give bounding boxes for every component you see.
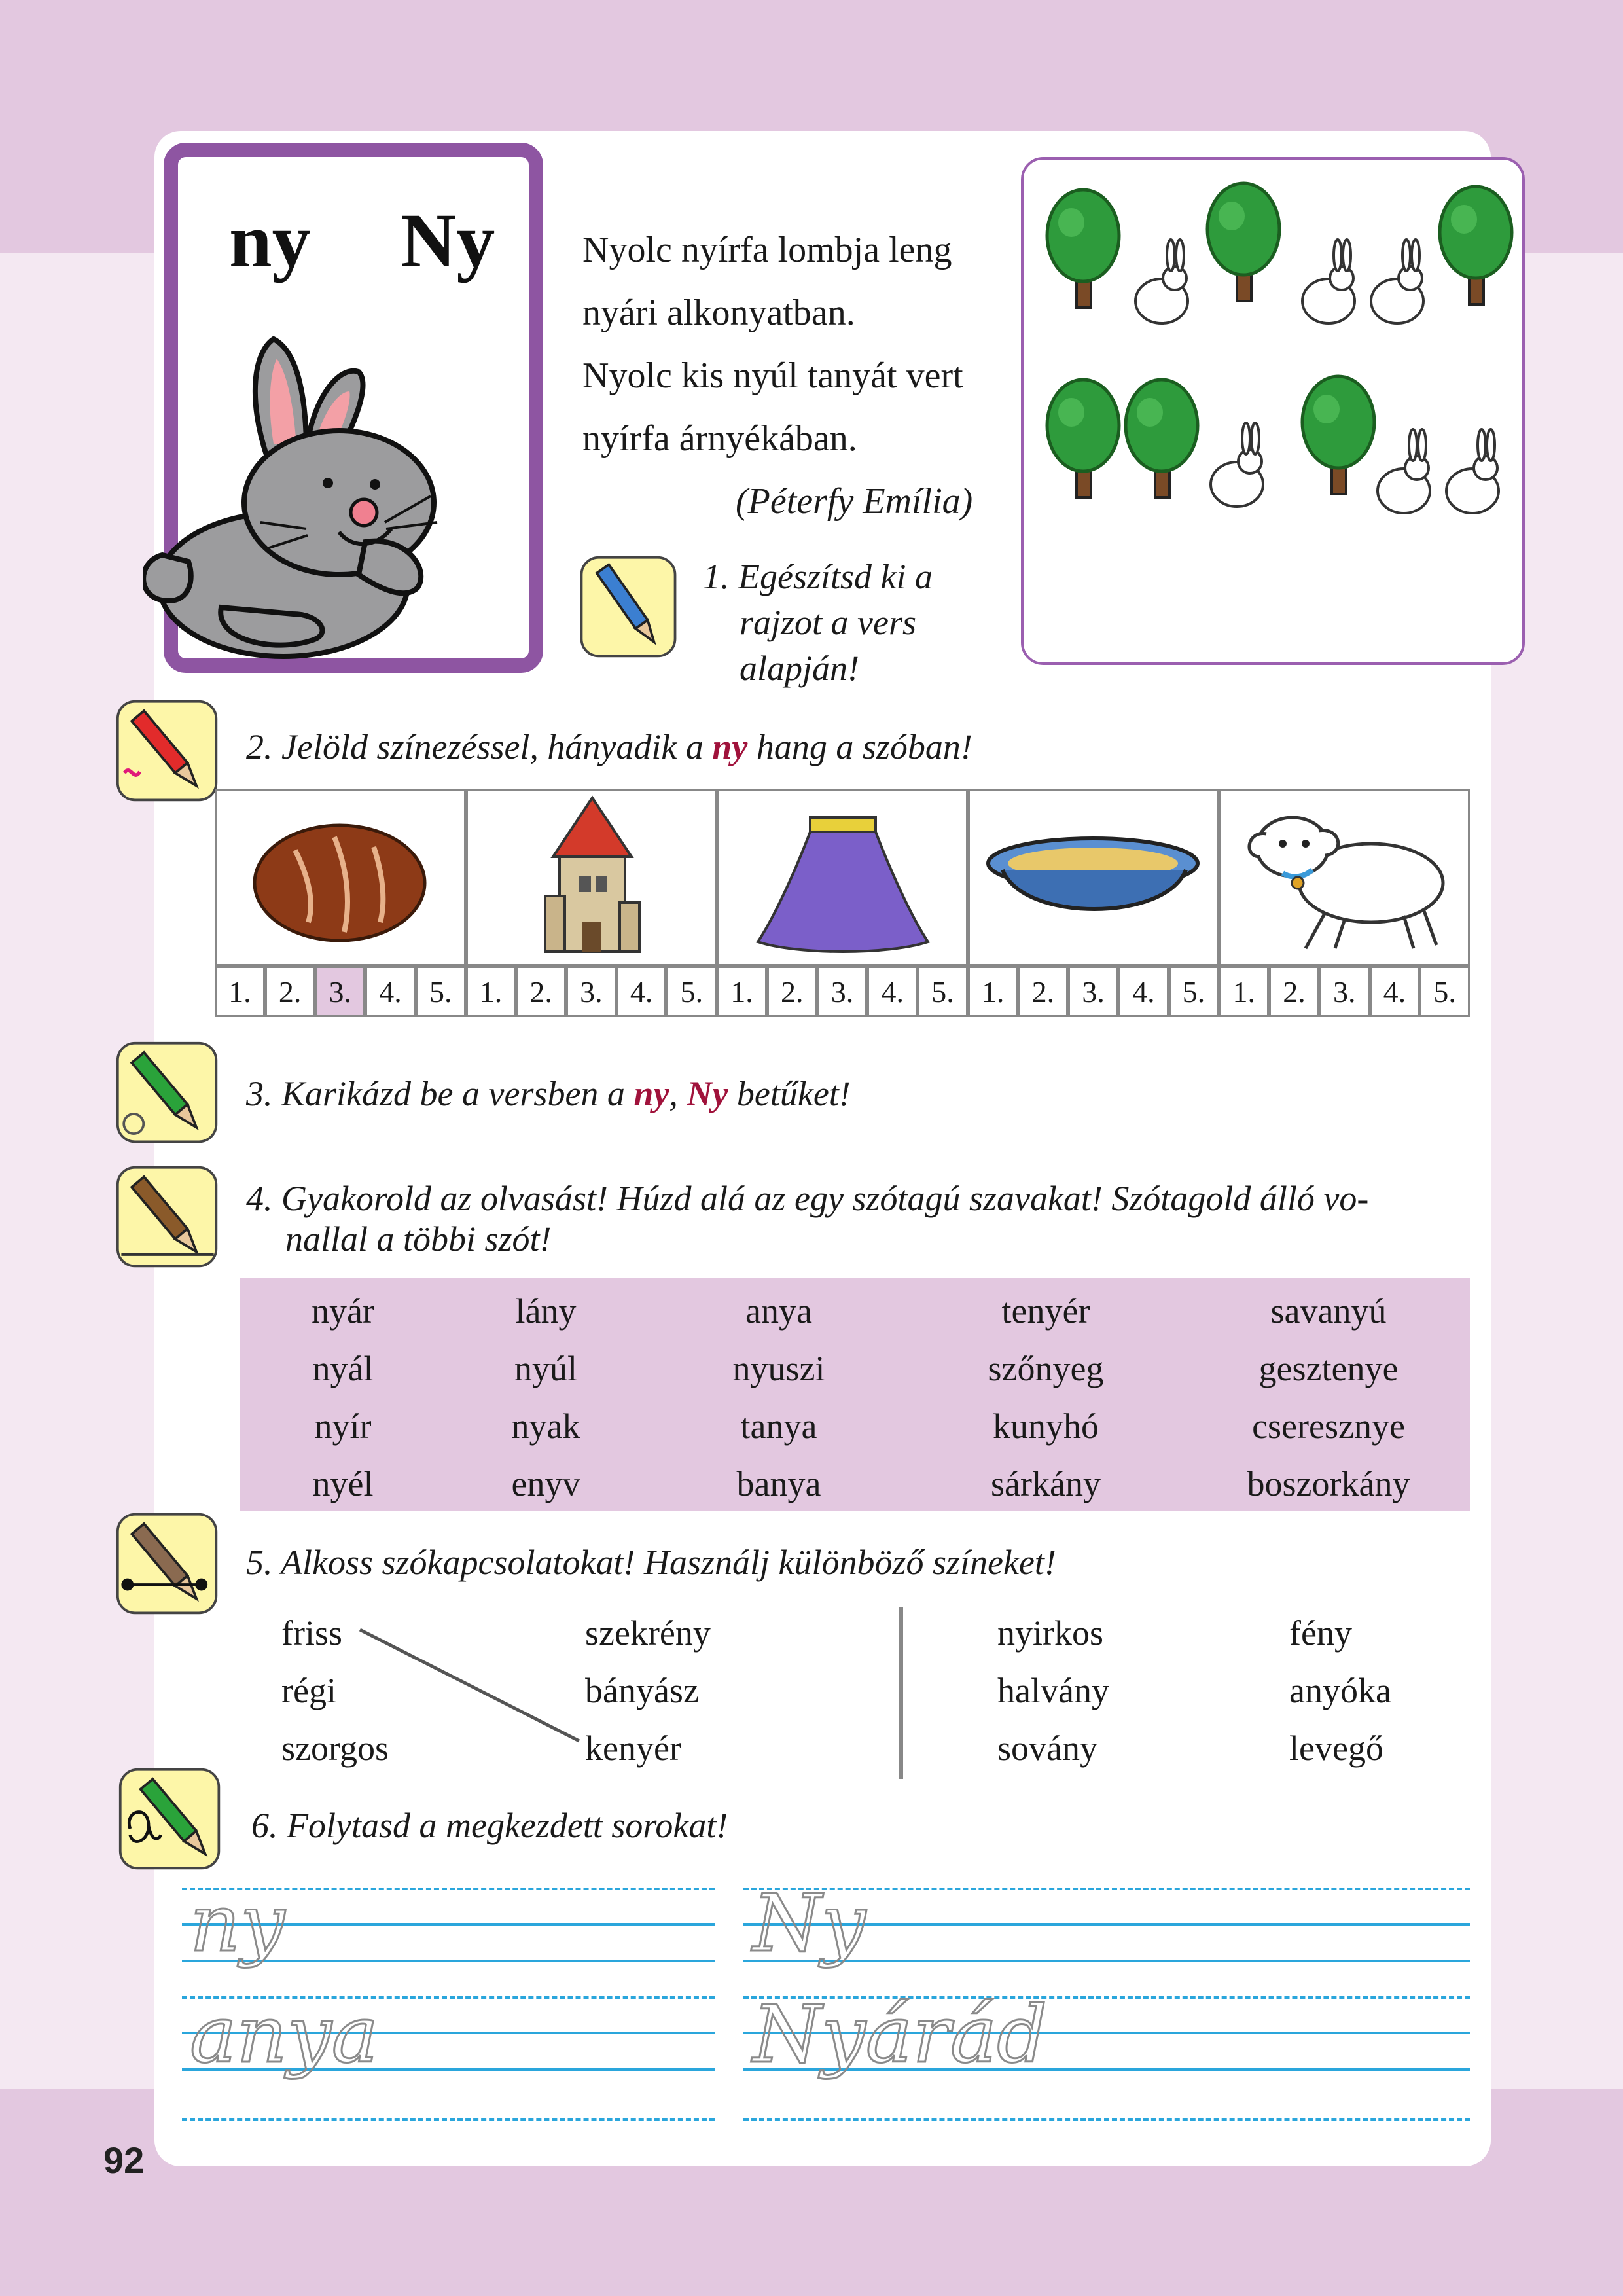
pencil-brown-icon xyxy=(115,1165,220,1270)
position-cell[interactable]: 2. xyxy=(1018,966,1069,1017)
position-cell[interactable]: 5. xyxy=(918,966,968,1017)
poem-line-1: Nyolc nyírfa lombja leng xyxy=(582,230,952,270)
noun-6: levegő xyxy=(1289,1729,1383,1768)
reading-word[interactable]: tenyér xyxy=(1001,1291,1090,1331)
noun-5: anyóka xyxy=(1289,1671,1391,1710)
task4-instruction-line-1: 4. Gyakorold az olvasást! Húzd alá az egy szótagú szavakat! Szótagold álló vo- xyxy=(246,1179,1369,1218)
reading-word[interactable]: kunyhó xyxy=(993,1407,1099,1446)
position-cell[interactable]: 1. xyxy=(717,966,767,1017)
reading-word[interactable]: anya xyxy=(745,1291,812,1331)
position-cell[interactable]: 4. xyxy=(365,966,416,1017)
position-cell[interactable]: 1. xyxy=(968,966,1018,1017)
adjective-2: régi xyxy=(281,1671,336,1710)
task6-instruction: 6. Folytasd a megkezdett sorokat! xyxy=(251,1806,728,1845)
cursive-sample-Ny: Ny xyxy=(753,1878,866,1969)
picture-bread xyxy=(215,789,466,966)
reading-word[interactable]: savanyú xyxy=(1270,1291,1387,1331)
position-cell[interactable]: 2. xyxy=(1269,966,1319,1017)
noun-1: szekrény xyxy=(585,1613,711,1653)
task1-line-1: 1. Egészítsd ki a xyxy=(703,557,933,596)
reading-word[interactable]: boszorkány xyxy=(1247,1464,1410,1503)
poem-line-4: nyírfa árnyékában. xyxy=(582,418,857,459)
position-cell[interactable]: 3. xyxy=(1319,966,1370,1017)
rabbit-illustration xyxy=(143,326,535,666)
pencil-dots-icon xyxy=(115,1512,220,1617)
position-cell[interactable]: 4. xyxy=(867,966,918,1017)
position-cell[interactable]: 3. xyxy=(1068,966,1118,1017)
reading-word[interactable]: sárkány xyxy=(991,1464,1101,1503)
pencil-green-icon xyxy=(115,1041,220,1145)
example-connection-line xyxy=(353,1623,589,1754)
poem-author: (Péterfy Emília) xyxy=(736,481,973,522)
position-cell[interactable]: 3. xyxy=(315,966,365,1017)
reading-word[interactable]: szőnyeg xyxy=(988,1349,1104,1388)
task4-instruction-line-2: nallal a többi szót! xyxy=(285,1219,552,1259)
adjective-4: nyirkos xyxy=(997,1613,1103,1653)
reading-word[interactable]: gesztenye xyxy=(1258,1349,1399,1388)
letter-lowercase: ny xyxy=(229,198,311,283)
poem-line-3: Nyolc kis nyúl tanyát vert xyxy=(582,355,963,396)
position-cell[interactable]: 5. xyxy=(416,966,466,1017)
position-cell[interactable]: 4. xyxy=(1118,966,1169,1017)
task1-line-3: alapján! xyxy=(740,649,859,688)
task3-instruction: 3. Karikázd be a versben a ny, Ny betűket! xyxy=(246,1074,851,1113)
sound-position-table xyxy=(215,789,1470,1017)
pencil-red-icon xyxy=(115,699,220,804)
column-divider xyxy=(899,1607,903,1779)
picture-skirt xyxy=(717,789,968,966)
reading-word[interactable]: enyv xyxy=(511,1464,580,1503)
position-cell[interactable]: 2. xyxy=(767,966,817,1017)
pencil-cursive-icon xyxy=(118,1767,223,1872)
reading-word-table xyxy=(240,1278,1470,1511)
position-cell[interactable]: 2. xyxy=(265,966,315,1017)
noun-4: fény xyxy=(1289,1613,1352,1653)
reading-word[interactable]: tanya xyxy=(740,1407,817,1446)
position-cell[interactable]: 1. xyxy=(1219,966,1269,1017)
task2-instruction: 2. Jelöld színezéssel, hányadik a ny hang a szóban! xyxy=(246,727,972,766)
position-cell[interactable]: 5. xyxy=(1169,966,1219,1017)
picture-tower xyxy=(466,789,717,966)
reading-word[interactable]: nyár xyxy=(312,1291,374,1331)
cursive-sample-ny: ny xyxy=(190,1878,285,1969)
noun-3: kenyér xyxy=(585,1729,681,1768)
reading-word[interactable]: nyír xyxy=(314,1407,372,1446)
position-cell[interactable]: 4. xyxy=(1370,966,1420,1017)
adjective-6: sovány xyxy=(997,1729,1097,1768)
adjective-3: szorgos xyxy=(281,1729,389,1768)
picture-lamb xyxy=(1219,789,1470,966)
position-cell[interactable]: 5. xyxy=(666,966,717,1017)
noun-2: bányász xyxy=(585,1671,699,1710)
position-cell[interactable]: 2. xyxy=(516,966,566,1017)
picture-bowl xyxy=(968,789,1219,966)
reading-word[interactable]: nyuszi xyxy=(732,1349,825,1388)
cursive-sample-nyarad: Nyárád xyxy=(753,1990,1048,2081)
position-cell[interactable]: 1. xyxy=(215,966,265,1017)
reading-word[interactable]: lány xyxy=(515,1291,577,1331)
position-cell[interactable]: 4. xyxy=(616,966,667,1017)
adjective-1: friss xyxy=(281,1613,342,1653)
position-cell[interactable]: 1. xyxy=(466,966,516,1017)
pencil-blue-icon xyxy=(576,555,681,660)
trees-rabbits-illustration xyxy=(1021,157,1525,665)
task1-line-2: rajzot a vers xyxy=(740,603,916,642)
cursive-sample-anya: anya xyxy=(190,1990,379,2081)
reading-word[interactable]: nyak xyxy=(511,1407,580,1446)
reading-word[interactable]: nyúl xyxy=(514,1349,578,1388)
position-cell[interactable]: 3. xyxy=(817,966,868,1017)
position-cell[interactable]: 3. xyxy=(566,966,616,1017)
reading-word[interactable]: banya xyxy=(736,1464,821,1503)
position-cell[interactable]: 5. xyxy=(1419,966,1470,1017)
adjective-5: halvány xyxy=(997,1671,1109,1710)
page-number: 92 xyxy=(103,2140,145,2181)
task5-instruction: 5. Alkoss szókapcsolatokat! Használj különböző színeket! xyxy=(246,1543,1056,1582)
reading-word[interactable]: nyél xyxy=(312,1464,374,1503)
letter-uppercase: Ny xyxy=(401,198,495,283)
reading-word[interactable]: cseresznye xyxy=(1252,1407,1405,1446)
poem-line-2: nyári alkonyatban. xyxy=(582,293,855,333)
reading-word[interactable]: nyál xyxy=(312,1349,374,1388)
